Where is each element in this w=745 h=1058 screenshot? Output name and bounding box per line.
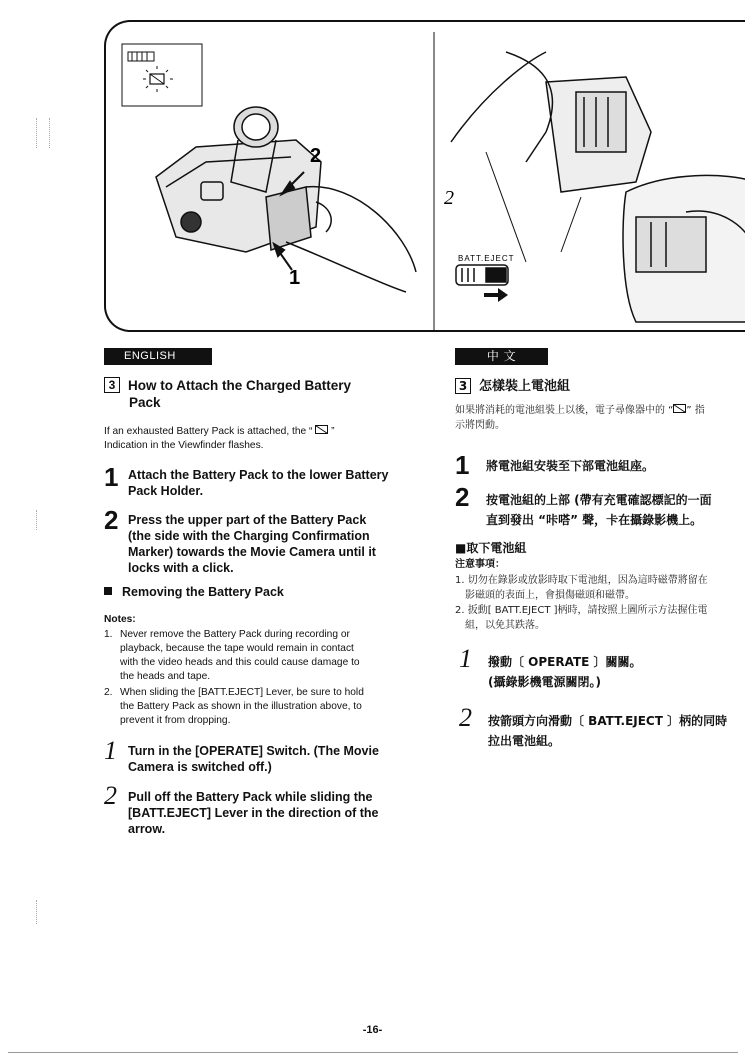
english-notes-heading: Notes: [104, 614, 136, 625]
english-remove-step1-number: 1 [104, 736, 117, 765]
chinese-step2-text: 按電池組的上部 (帶有充電確認標記的一面 直到發出 “咔嗒” 聲，卡在攝錄影機上。 [486, 493, 712, 527]
callout-left-2: 2 [310, 145, 322, 167]
chinese-notes-heading: 注意事項： [455, 559, 505, 570]
square-bullet-icon [104, 587, 112, 595]
chinese-section-title: 3 怎樣裝上電池組 [455, 378, 745, 395]
tape-icon [315, 425, 328, 434]
callout-left-1: 1 [289, 267, 301, 289]
margin-mark [36, 510, 45, 530]
chinese-step1-text: 將電池組安裝至下部電池組座。 [486, 459, 655, 473]
chinese-remove-step1-text: 撥動〔 OPERATE 〕關關。 (攝錄影機電源關閉。) [488, 655, 642, 689]
english-step2-number: 2 [104, 505, 119, 535]
camcorder-left [156, 107, 416, 292]
chinese-remove-step1-number: 1 [459, 644, 472, 673]
chinese-remove-heading: ■取下電池組 [455, 541, 527, 555]
page-bottom-edge [8, 1052, 738, 1053]
english-step1-text: Attach the Battery Pack to the lower Battery Pack Holder. [128, 468, 389, 498]
english-remove-step2-text: Pull off the Battery Pack while sliding the [BATT.EJECT] Lever in the direction of the arrow. [128, 790, 379, 836]
chinese-step1-number: 1 [455, 450, 470, 480]
english-section-title: 3 How to Attach the Charged Battery Pack [104, 377, 404, 411]
chinese-lang-label: 中 文 [486, 349, 517, 363]
batt-eject-label: BATT.EJECT [458, 254, 515, 263]
english-intro: If an exhausted Battery Pack is attached, the “ ” Indication in the Viewfinder flashes. [104, 426, 335, 451]
viewfinder-inset [122, 44, 202, 106]
margin-mark [36, 900, 45, 924]
english-lang-label: ENGLISH [124, 350, 176, 362]
english-remove-heading: Removing the Battery Pack [104, 584, 404, 600]
chinese-step2-number: 2 [455, 482, 470, 512]
chinese-note2: 2. 扳動[ BATT.EJECT ]柄時，請按照上圖所示方法握住電 組，以免其跌落。 [455, 605, 708, 631]
callout-right-2: 2 [444, 187, 454, 209]
english-remove-step1-text: Turn in the [OPERATE] Switch. (The Movie Camera is switched off.) [128, 744, 379, 774]
batt-eject-lever [456, 265, 508, 285]
chinese-remove-step2-text: 按箭頭方向滑動〔 BATT.EJECT 〕柄的同時 拉出電池組。 [488, 714, 728, 748]
chinese-note1: 1. 切勿在錄影或放影時取下電池組，因為這時磁帶將留在 影磁頭的表面上，會損傷磁頭和磁帶。 [455, 575, 708, 601]
english-step2-text: Press the upper part of the Battery Pack (the side with the Charging Confirmation Marker) towards the Movie Camera until it locks with a click. [128, 513, 376, 575]
margin-mark [36, 118, 50, 148]
camcorder-right [451, 52, 651, 262]
english-note2: 2. When sliding the [BATT.EJECT] Lever, be sure to hold the Battery Pack as shown in the illustration above, to prevent it from dropping. [104, 687, 364, 726]
english-remove-step2-number: 2 [104, 781, 117, 810]
english-language-bar [104, 348, 212, 365]
detail-inset [623, 175, 745, 322]
chinese-section-number: 3 [455, 378, 471, 394]
page-number: -16- [362, 1024, 383, 1036]
english-section-number: 3 [104, 377, 120, 393]
chinese-language-bar [455, 348, 548, 365]
chinese-intro: 如果將消耗的電池組裝上以後，電子尋像器中的 “ ” 指 示將閃動。 [455, 405, 705, 431]
arrow-right-icon [484, 288, 508, 302]
camcorder-illustration [106, 22, 745, 332]
english-note1: 1. Never remove the Battery Pack during recording or playback, because the tape would remain in contact with the video heads and this could cause damage to the heads and tape. [104, 629, 360, 682]
illustration-panel [104, 20, 745, 332]
tape-icon [673, 404, 686, 413]
chinese-remove-step2-number: 2 [459, 703, 472, 732]
english-step1-number: 1 [104, 462, 119, 492]
